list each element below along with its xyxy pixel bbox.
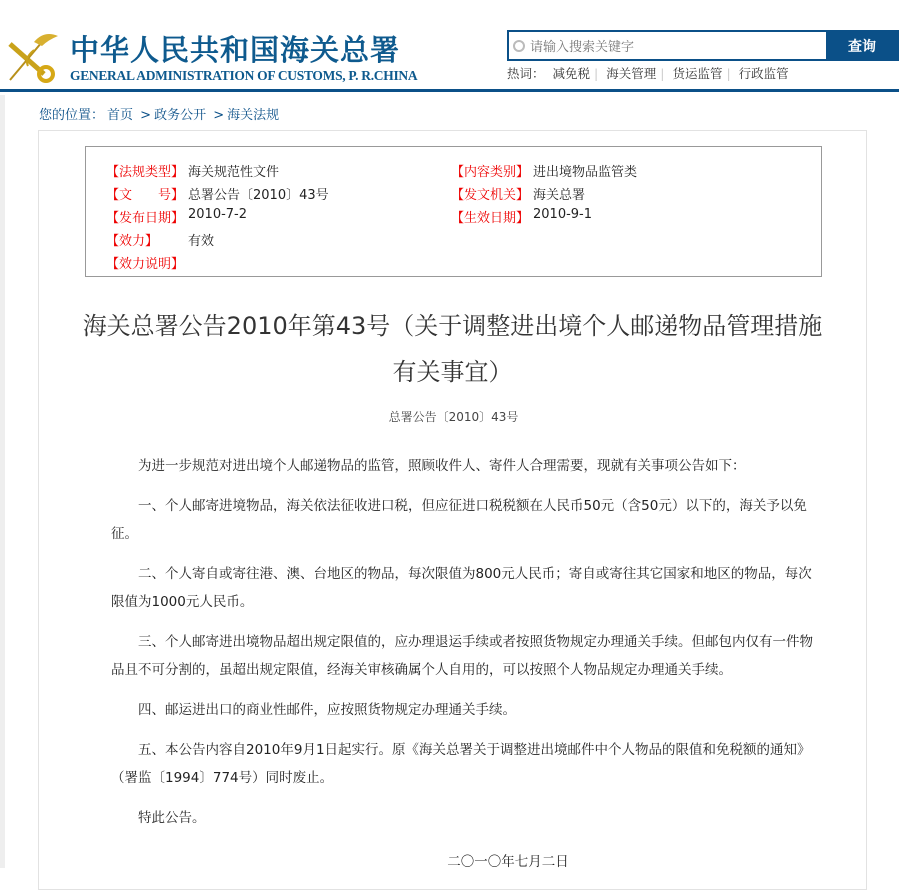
document-date: 二〇一〇年七月二日	[447, 854, 569, 870]
meta-value: 海关规范性文件	[188, 165, 280, 180]
hot-label: 热词：	[507, 66, 545, 81]
page-gutter	[0, 95, 5, 868]
hot-word-link[interactable]: 货运监管	[672, 66, 723, 81]
meta-value: 总署公告〔2010〕43号	[188, 188, 329, 203]
document-number: 总署公告〔2010〕43号	[388, 410, 519, 424]
search-icon	[513, 40, 525, 52]
meta-key: 【法规类型】	[106, 165, 185, 180]
paragraph: 特此公告。	[138, 810, 206, 826]
customs-emblem-logo[interactable]	[4, 30, 60, 84]
breadcrumb-home[interactable]: 首页	[107, 108, 134, 123]
meta-key: 【发文机关】	[451, 188, 530, 203]
document-title: 海关总署公告2010年第43号（关于调整进出境个人邮递物品管理措施有关事宜）	[82, 312, 823, 386]
breadcrumb-label: 您的位置：	[39, 108, 105, 123]
meta-value: 有效	[188, 234, 215, 249]
search-button[interactable]: 查询	[826, 32, 898, 59]
regulation-meta-box	[85, 146, 822, 277]
search-input[interactable]	[509, 32, 826, 59]
meta-value: 进出境物品监管类	[533, 165, 638, 180]
paragraph: 五、本公告内容自2010年9月1日起实行。原《海关总署关于调整进出境邮件中个人物品的限值和免税额的通知》（署监〔1994〕774号）同时废止。	[111, 742, 811, 786]
site-title-en: GENERAL ADMINISTRATION OF CUSTOMS, P. R.CHINA	[70, 68, 418, 83]
meta-value: 2010-9-1	[533, 207, 593, 222]
paragraph: 三、个人邮寄进出境物品超出规定限值的，应办理退运手续或者按照货物规定办理通关手续。但邮包内仅有一件物品且不可分割的，虽超出规定限值，经海关审核确属个人自用的，可以按照个人物品规定办理通关手续。	[111, 634, 813, 678]
meta-key: 【效力】	[106, 234, 159, 249]
breadcrumb-gov[interactable]: 政务公开	[154, 108, 207, 123]
hot-word-link[interactable]: 减免税	[552, 66, 591, 81]
paragraph: 四、邮运进出口的商业性邮件，应按照货物规定办理通关手续。	[138, 702, 516, 718]
hot-word-link[interactable]: 行政监管	[738, 66, 789, 81]
meta-key: 【内容类别】	[451, 165, 530, 180]
site-header	[0, 0, 899, 92]
meta-key: 【文 号】	[106, 188, 185, 203]
meta-value: 海关总署	[533, 188, 586, 203]
paragraph: 一、个人邮寄进境物品，海关依法征收进口税，但应征进口税税额在人民币50元（含50元）以下的，海关予以免征。	[111, 498, 807, 542]
breadcrumb-law[interactable]: 海关法规	[227, 108, 280, 123]
breadcrumb	[39, 104, 282, 123]
meta-key: 【效力说明】	[106, 257, 185, 272]
search-placeholder: 请输入搜索关键字	[530, 40, 635, 55]
document-body	[111, 452, 823, 888]
meta-value: 2010-7-2	[188, 207, 248, 222]
meta-key: 【生效日期】	[451, 211, 530, 226]
breadcrumb-sep: >	[213, 108, 225, 123]
hot-word-link[interactable]: 海关管理	[606, 66, 657, 81]
paragraph: 为进一步规范对进出境个人邮递物品的监管，照顾收件人、寄件人合理需要，现就有关事项公告如下：	[138, 458, 746, 474]
paragraph: 二、个人寄自或寄往港、澳、台地区的物品，每次限值为800元人民币；寄自或寄往其它国家和地区的物品，每次限值为1000元人民币。	[111, 566, 812, 610]
site-title-cn: 中华人民共和国海关总署	[70, 33, 401, 67]
meta-key: 【发布日期】	[106, 211, 185, 226]
hot-words: 热词： 减免税 | 海关管理 | 货运监管 | 行政监管	[507, 66, 789, 81]
breadcrumb-sep: >	[140, 108, 152, 123]
search-bar	[507, 30, 899, 61]
